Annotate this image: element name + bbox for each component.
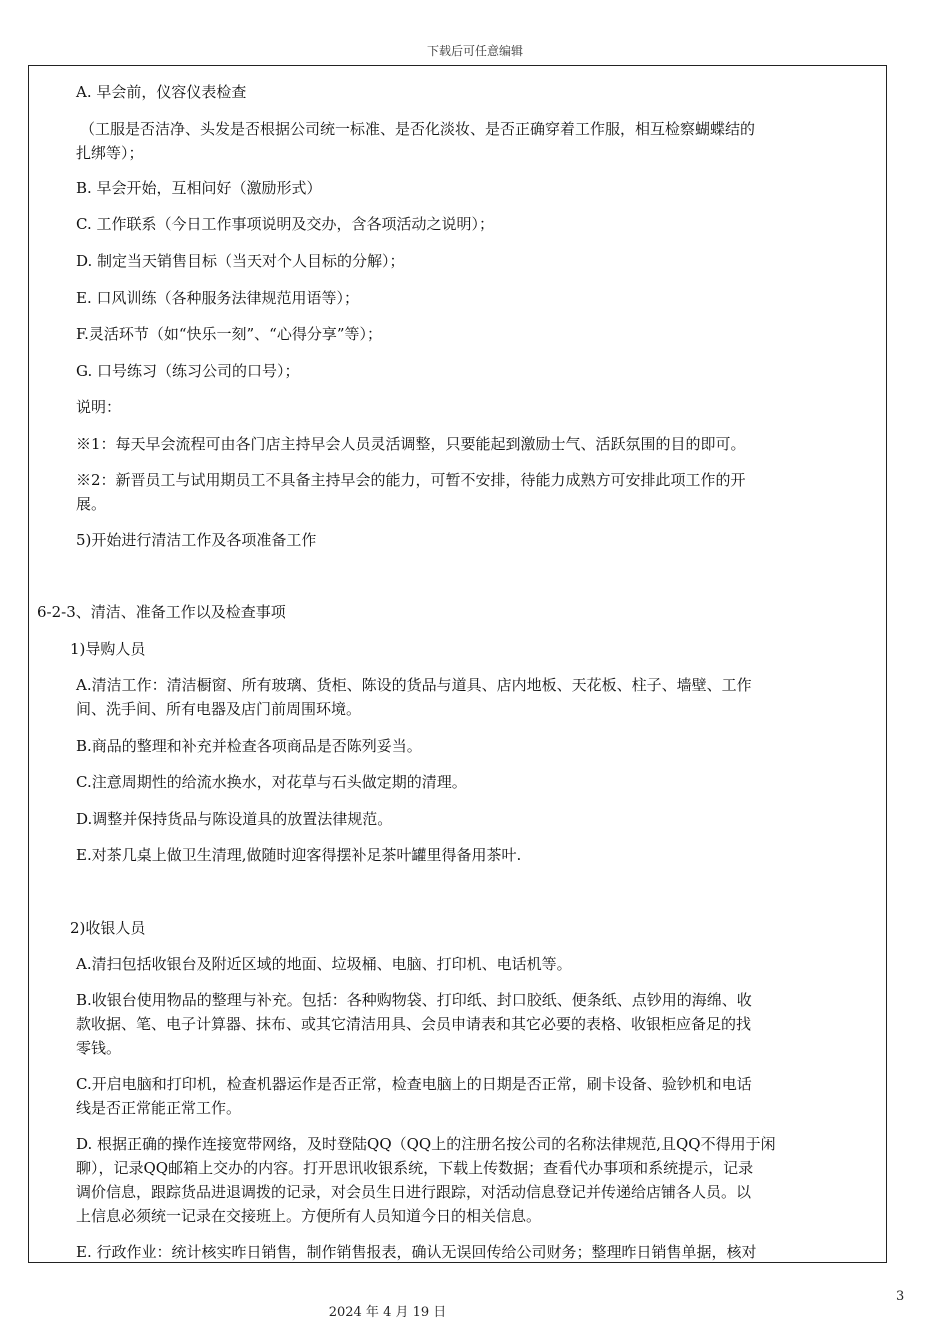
text-line: D. 制定当天销售目标（当天对个人目标的分解）；: [76, 252, 405, 270]
text-line: 聊），记录QQ邮箱上交办的内容。打开思讯收银系统，下载上传数据；查看代办事项和系统提示，记录: [76, 1159, 754, 1177]
text-line: 线是否正常能正常工作。: [76, 1099, 242, 1117]
page-number: 3: [896, 1289, 905, 1304]
footer-date: 2024 年 4 月 19 日: [328, 1305, 447, 1320]
text-line: E. 口风训练（各种服务法律规范用语等）；: [76, 289, 359, 307]
text-line: A.清扫包括收银台及附近区域的地面、垃圾桶、电脑、打印机、电话机等。: [76, 955, 572, 973]
subsection-heading: 2)收银人员: [70, 919, 146, 937]
text-line: 说明：: [76, 398, 122, 416]
text-line: G. 口号练习（练习公司的口号）；: [76, 362, 300, 380]
content-frame: [28, 65, 887, 1263]
text-line: D.调整并保持货品与陈设道具的放置法律规范。: [76, 810, 393, 828]
text-line: C.开启电脑和打印机，检查机器运作是否正常，检查电脑上的日期是否正常，刷卡设备、验钞机和电话: [76, 1075, 752, 1093]
text-line: 扎绑等）；: [76, 144, 144, 162]
text-line: 间、洗手间、所有电器及店门前周围环境。: [76, 700, 362, 718]
subsection-heading: 1)导购人员: [70, 640, 146, 658]
text-line: C. 工作联系（今日工作事项说明及交办，含各项活动之说明）；: [76, 215, 494, 233]
text-line: A. 早会前，仪容仪表检查: [76, 83, 247, 101]
text-line: 调价信息，跟踪货品进退调拨的记录，对会员生日进行跟踪，对活动信息登记并传递给店铺各人员。以: [76, 1183, 752, 1201]
section-heading: 6-2-3、清洁、准备工作以及检查事项: [37, 603, 286, 621]
text-line: 5)开始进行清洁工作及各项准备工作: [76, 531, 317, 549]
text-line: ※1：每天早会流程可由各门店主持早会人员灵活调整，只要能起到激励士气、活跃氛围的目的即可。: [76, 435, 746, 453]
text-line: B.商品的整理和补充并检查各项商品是否陈列妥当。: [76, 737, 422, 755]
text-line: E.对茶几桌上做卫生清理,做随时迎客得摆补足茶叶罐里得备用茶叶.: [76, 846, 522, 864]
text-line: 展。: [76, 495, 107, 513]
text-line: F.灵活环节（如“快乐一刻”、“心得分享”等）；: [76, 325, 383, 343]
text-line: 零钱。: [76, 1039, 122, 1057]
text-line: A.清洁工作：清洁橱窗、所有玻璃、货柜、陈设的货品与道具、店内地板、天花板、柱子、墙壁、工作: [76, 676, 752, 694]
text-line: 款收据、笔、电子计算器、抹布、或其它清洁用具、会员申请表和其它必要的表格、收银柜应备足的找: [76, 1015, 752, 1033]
text-line: C.注意周期性的给流水换水，对花草与石头做定期的清理。: [76, 773, 467, 791]
text-line: D. 根据正确的操作连接宽带网络，及时登陆QQ（QQ上的注册名按公司的名称法律规范,且QQ不得用于闲: [76, 1135, 776, 1153]
text-line: B. 早会开始，互相问好（激励形式）: [76, 179, 322, 197]
text-line: E. 行政作业：统计核实昨日销售，制作销售报表，确认无误回传给公司财务；整理昨日销售单据，核对: [76, 1243, 757, 1261]
text-line: B.收银台使用物品的整理与补充。包括：各种购物袋、打印纸、封口胶纸、便条纸、点钞用的海绵、收: [76, 991, 752, 1009]
page-header: 下载后可任意编辑: [426, 44, 523, 58]
text-line: ※2：新晋员工与试用期员工不具备主持早会的能力，可暂不安排，待能力成熟方可安排此项工作的开: [76, 471, 746, 489]
text-line: （工服是否洁净、头发是否根据公司统一标准、是否化淡妆、是否正确穿着工作服，相互检察蝴蝶结的: [80, 120, 756, 138]
text-line: 上信息必须统一记录在交接班上。方便所有人员知道今日的相关信息。: [76, 1207, 542, 1225]
